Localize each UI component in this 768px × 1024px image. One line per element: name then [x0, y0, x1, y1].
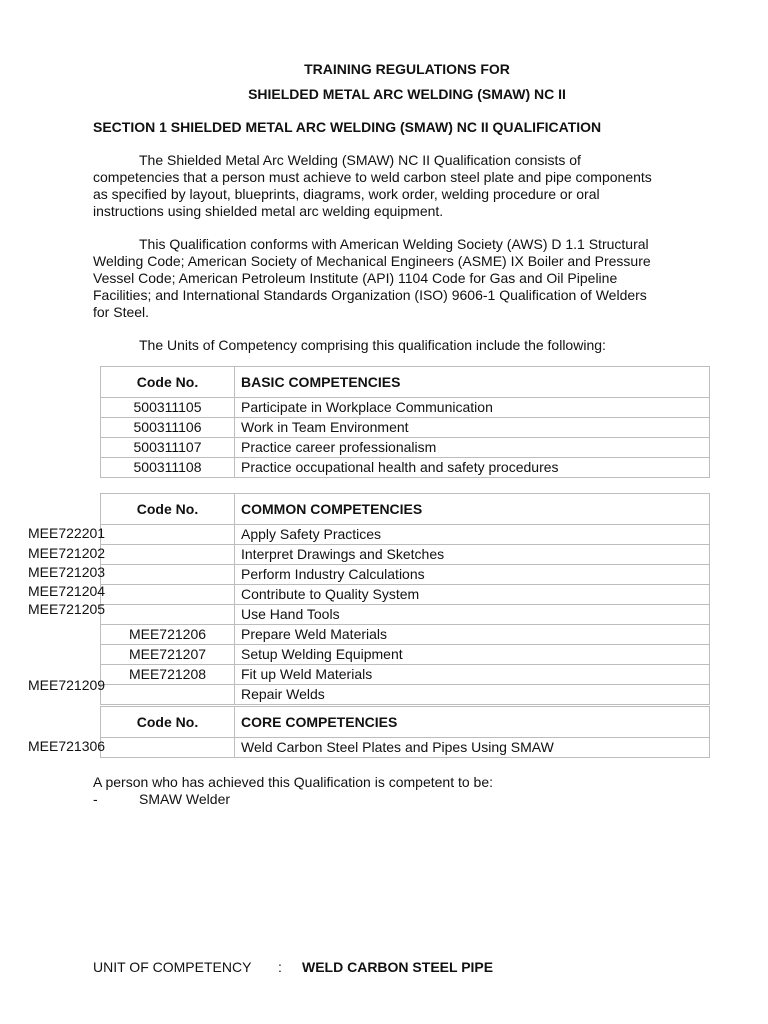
paragraph-line: Vessel Code; American Petroleum Institute (API) 1104 Code for Gas and Oil Pipeline: [93, 270, 618, 286]
competency-title: Repair Welds: [235, 685, 710, 705]
competency-title: Fit up Weld Materials: [235, 665, 710, 685]
competency-column-header: CORE COMPETENCIES: [235, 707, 710, 738]
competency-title: Apply Safety Practices: [235, 525, 710, 545]
competency-code: MEE721202: [28, 545, 106, 561]
paragraph-line: The Shielded Metal Arc Welding (SMAW) NC II Qualification consists of: [139, 152, 581, 168]
competency-code-cell: [101, 605, 235, 625]
competency-code: MEE721206: [101, 625, 235, 645]
document-title-line-2: SHIELDED METAL ARC WELDING (SMAW) NC II: [248, 86, 566, 102]
competency-code: 500311106: [101, 418, 235, 438]
paragraph-line: This Qualification conforms with American Welding Society (AWS) D 1.1 Structural: [139, 236, 649, 252]
unit-of-competency-value: WELD CARBON STEEL PIPE: [302, 959, 494, 975]
table-row: [101, 418, 710, 438]
competency-code-cell: [101, 738, 235, 758]
competency-column-header: BASIC COMPETENCIES: [235, 367, 710, 398]
competency-code: 500311105: [101, 398, 235, 418]
paragraph-line: for Steel.: [93, 304, 150, 320]
competency-code-cell: [101, 545, 235, 565]
competent-list-bullet: -: [93, 791, 98, 807]
table-row: [101, 625, 710, 645]
table-header-row: [101, 707, 710, 738]
competency-column-header: COMMON COMPETENCIES: [235, 494, 710, 525]
competency-code: MEE721207: [101, 645, 235, 665]
section-heading: SECTION 1 SHIELDED METAL ARC WELDING (SMAW) NC II QUALIFICATION: [93, 119, 602, 135]
competency-title: Work in Team Environment: [235, 418, 710, 438]
unit-of-competency-separator: :: [278, 959, 282, 975]
competency-code-cell: [101, 525, 235, 545]
competency-title: Weld Carbon Steel Plates and Pipes Using SMAW: [235, 738, 710, 758]
paragraph-line: competencies that a person must achieve to weld carbon steel plate and pipe components: [93, 169, 652, 185]
table-row: [101, 545, 710, 565]
table-header-row: [101, 367, 710, 398]
competency-title: Setup Welding Equipment: [235, 645, 710, 665]
paragraph-line: as specified by layout, blueprints, diagrams, work order, welding procedure or oral: [93, 186, 600, 202]
competency-code: MEE721208: [101, 665, 235, 685]
paragraph-standards-conformance: [93, 236, 713, 321]
paragraph-qualification-description: [93, 152, 713, 220]
core-competencies-table: [100, 706, 710, 758]
competency-title: Practice occupational health and safety procedures: [235, 458, 710, 478]
competent-intro: A person who has achieved this Qualification is competent to be:: [93, 774, 494, 790]
table-row: [101, 605, 710, 625]
paragraph-line: Welding Code; American Society of Mechanical Engineers (ASME) IX Boiler and Pressure: [93, 253, 651, 269]
table-row: [101, 665, 710, 685]
competency-title: Perform Industry Calculations: [235, 565, 710, 585]
competency-code: MEE721209: [28, 677, 106, 693]
competency-code: MEE721205: [28, 601, 106, 617]
competency-code-cell: [101, 685, 235, 705]
competency-code: 500311108: [101, 458, 235, 478]
table-row: [101, 398, 710, 418]
table-row: [101, 585, 710, 605]
competency-code: MEE722201: [28, 525, 106, 541]
competency-code-cell: [101, 585, 235, 605]
competency-title: Interpret Drawings and Sketches: [235, 545, 710, 565]
competency-title: Contribute to Quality System: [235, 585, 710, 605]
competency-code: MEE721204: [28, 583, 106, 599]
code-column-header: Code No.: [101, 494, 235, 525]
paragraph-line: instructions using shielded metal arc welding equipment.: [93, 203, 444, 219]
document-title-line-1: TRAINING REGULATIONS FOR: [304, 61, 510, 77]
table-row: [101, 685, 710, 705]
common-competencies-table: [100, 493, 710, 705]
competency-code: MEE721203: [28, 564, 106, 580]
paragraph-line: The Units of Competency comprising this qualification include the following:: [139, 337, 606, 353]
code-column-header: Code No.: [101, 707, 235, 738]
competency-code: MEE721306: [28, 738, 106, 754]
table-row: [101, 525, 710, 545]
competency-title: Prepare Weld Materials: [235, 625, 710, 645]
basic-competencies-table: [100, 366, 710, 478]
competency-code: 500311107: [101, 438, 235, 458]
table-row: [101, 438, 710, 458]
unit-of-competency-label: UNIT OF COMPETENCY: [93, 959, 252, 975]
competency-title: Use Hand Tools: [235, 605, 710, 625]
code-column-header: Code No.: [101, 367, 235, 398]
table-row: [101, 458, 710, 478]
competency-title: Practice career professionalism: [235, 438, 710, 458]
paragraph-line: Facilities; and International Standards Organization (ISO) 9606-1 Qualification of Welders: [93, 287, 647, 303]
competency-code-cell: [101, 565, 235, 585]
competency-title: Participate in Workplace Communication: [235, 398, 710, 418]
table-header-row: [101, 494, 710, 525]
paragraph-units-intro: [93, 337, 713, 354]
table-row: [101, 738, 710, 758]
table-row: [101, 645, 710, 665]
table-row: [101, 565, 710, 585]
competent-list-item: SMAW Welder: [139, 791, 231, 807]
